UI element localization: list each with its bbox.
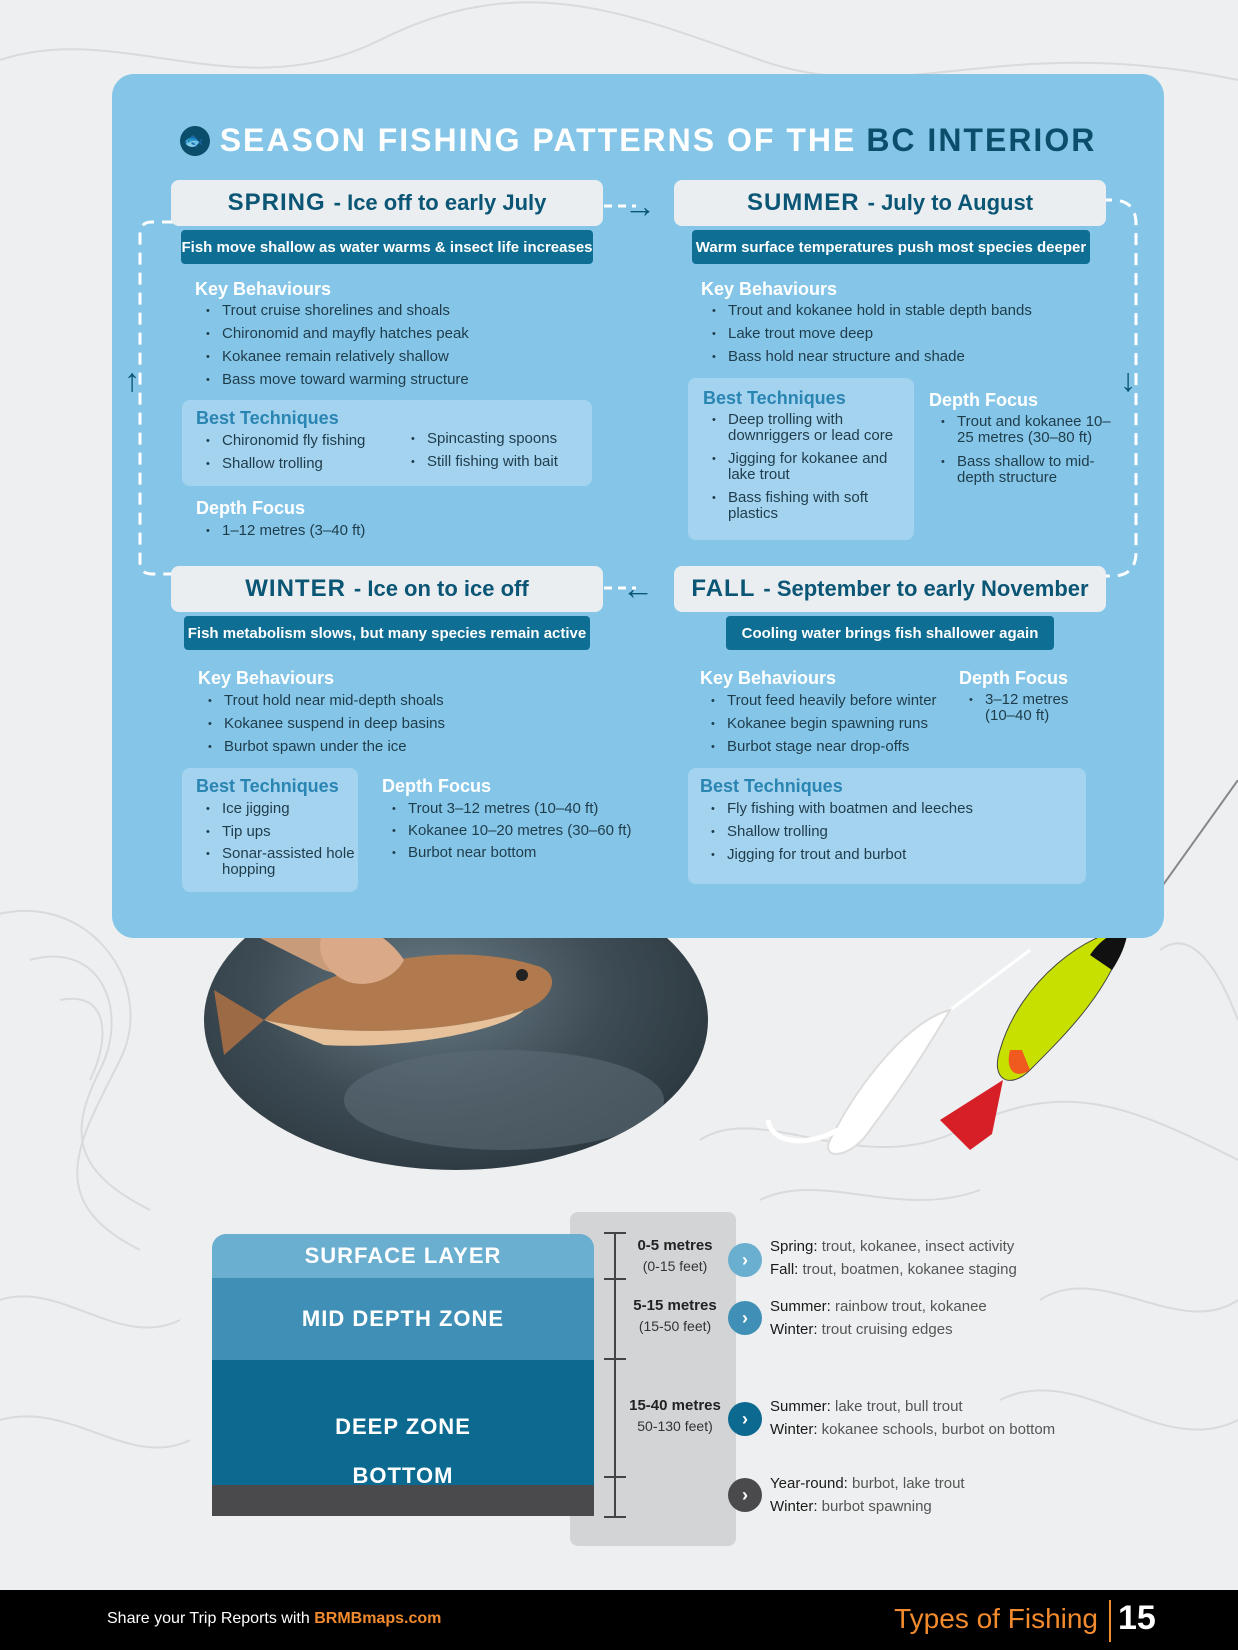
spring-range: - Ice off to early July	[333, 190, 547, 215]
fall-techniques-title: Best Techniques	[700, 776, 843, 796]
fall-tagline: Cooling water brings fish shallower again	[726, 616, 1054, 650]
species-bottom	[770, 1472, 965, 1518]
species-line: Winter: trout cruising edges	[770, 1321, 953, 1338]
depth-feet: (0-15 feet)	[642, 1258, 708, 1274]
winter-tagline: Fish metabolism slows, but many species remain active	[184, 616, 590, 650]
fall-depth-title: Depth Focus	[959, 668, 1069, 688]
winter-techniques-title: Best Techniques	[196, 776, 339, 796]
species-mid	[770, 1295, 987, 1341]
list-item: • Shallow trolling	[711, 823, 1081, 841]
fall-techniques	[711, 800, 1081, 869]
list-item: • Kokanee begin spawning runs	[711, 715, 961, 733]
list-item: • Bass move toward warming structure	[206, 371, 586, 389]
summer-depth	[941, 414, 1111, 491]
summer-techniques-title: Best Techniques	[703, 388, 846, 408]
summer-header	[674, 180, 1106, 226]
spring-header	[171, 180, 603, 226]
summer-techniques	[712, 412, 908, 527]
species-deep	[770, 1395, 1055, 1441]
list-item: • Ice jigging	[206, 800, 356, 818]
fall-behaviours-title: Key Behaviours	[700, 668, 837, 688]
summer-name: SUMMER	[746, 189, 860, 216]
list-item: • Chironomid and mayfly hatches peak	[206, 325, 586, 343]
species-line: Year-round: burbot, lake trout	[770, 1475, 965, 1492]
species-line: Winter: burbot spawning	[770, 1498, 932, 1515]
footer-text: Share your Trip Reports with	[107, 1610, 315, 1627]
arrow-right-icon: →	[624, 188, 656, 224]
depth-label-deep	[622, 1396, 728, 1436]
depth-feet: 50-130 feet)	[637, 1418, 713, 1434]
list-item: • Trout feed heavily before winter	[711, 692, 961, 710]
arrow-down-icon: ↓	[1120, 362, 1136, 398]
surface-layer: SURFACE LAYER	[212, 1234, 594, 1278]
depth-metres: 5-15 metres	[633, 1297, 717, 1314]
spring-behaviours	[206, 302, 586, 394]
list-item: • Kokanee 10–20 metres (30–60 ft)	[392, 823, 632, 839]
page-footer	[0, 1590, 1238, 1650]
page-number: 15	[1118, 1599, 1156, 1637]
list-item: • Bass hold near structure and shade	[712, 348, 1112, 366]
summer-range: - July to August	[867, 190, 1034, 215]
spring-depth	[206, 522, 506, 545]
list-item: • Deep trolling with downriggers or lead core	[712, 412, 908, 444]
list-item: • Burbot stage near drop-offs	[711, 738, 961, 756]
list-item: • 1–12 metres (3–40 ft)	[206, 522, 506, 540]
season-panel	[112, 74, 1164, 938]
list-item: • Still fishing with bait	[411, 453, 591, 471]
list-item: • Kokanee remain relatively shallow	[206, 348, 586, 366]
spring-techniques-col1	[206, 432, 406, 478]
scale-tick	[604, 1516, 626, 1518]
list-item: • 3–12 metres (10–40 ft)	[969, 692, 1099, 724]
list-item: • Jigging for kokanee and lake trout	[712, 451, 908, 483]
scale-tick	[604, 1232, 626, 1234]
footer-divider	[1109, 1600, 1111, 1642]
summer-behaviours	[712, 302, 1112, 371]
footer-section-title: Types of Fishing	[894, 1603, 1098, 1634]
footer-share	[107, 1610, 441, 1628]
depth-label-surface	[622, 1236, 728, 1276]
list-item: • Burbot spawn under the ice	[208, 738, 588, 756]
list-item: • Bass shallow to mid-depth structure	[941, 454, 1111, 486]
chevron-right-icon: ›	[728, 1301, 762, 1335]
list-item: • Kokanee suspend in deep basins	[208, 715, 588, 733]
depth-metres: 0-5 metres	[637, 1237, 713, 1254]
list-item: • Spincasting spoons	[411, 430, 591, 448]
winter-range: - Ice on to ice off	[353, 576, 529, 601]
fall-name: FALL	[691, 575, 756, 602]
arrow-left-icon: ←	[622, 570, 654, 606]
winter-depth-title: Depth Focus	[382, 776, 492, 796]
species-line: Spring: trout, kokanee, insect activity	[770, 1238, 1015, 1255]
chevron-right-icon: ›	[728, 1402, 762, 1436]
depth-metres: 15-40 metres	[629, 1397, 721, 1414]
fish-icon: 🐟	[180, 126, 210, 156]
scale-tick	[604, 1476, 626, 1478]
fall-depth	[969, 692, 1099, 729]
spring-techniques-title: Best Techniques	[196, 408, 339, 428]
species-line: Fall: trout, boatmen, kokanee staging	[770, 1261, 1017, 1278]
spring-name: SPRING	[227, 189, 326, 216]
winter-behaviours	[208, 692, 588, 761]
list-item: • Jigging for trout and burbot	[711, 846, 1081, 864]
winter-behaviours-title: Key Behaviours	[198, 668, 335, 688]
species-line: Winter: kokanee schools, burbot on bottom	[770, 1421, 1056, 1438]
mid-depth-zone: MID DEPTH ZONE	[212, 1278, 594, 1360]
summer-depth-title: Depth Focus	[929, 390, 1039, 410]
list-item: • Trout 3–12 metres (10–40 ft)	[392, 800, 632, 818]
list-item: • Lake trout move deep	[712, 325, 1112, 343]
list-item: • Trout hold near mid-depth shoals	[208, 692, 588, 710]
spring-techniques-col2	[411, 430, 591, 476]
list-item: • Burbot near bottom	[392, 844, 632, 862]
title-highlight: BC INTERIOR	[866, 122, 1097, 158]
chevron-right-icon: ›	[728, 1478, 762, 1512]
deep-zone: DEEP ZONE	[212, 1360, 594, 1476]
list-item: • Sonar-assisted hole hopping	[206, 846, 356, 878]
bottom-label: BOTTOM	[352, 1463, 454, 1488]
footer-site-link[interactable]: BRMBmaps.com	[314, 1610, 442, 1627]
depth-feet: (15-50 feet)	[638, 1318, 712, 1334]
title-prefix: SEASON FISHING PATTERNS OF THE	[219, 122, 857, 158]
species-surface	[770, 1235, 1017, 1281]
spring-depth-title: Depth Focus	[196, 498, 306, 518]
fall-behaviours	[711, 692, 961, 761]
fall-header	[674, 566, 1106, 612]
arrow-up-icon: ↑	[124, 362, 140, 398]
winter-techniques	[206, 800, 356, 883]
list-item: • Shallow trolling	[206, 455, 406, 473]
list-item: • Trout and kokanee 10–25 metres (30–80 ft)	[941, 414, 1111, 446]
list-item: • Tip ups	[206, 823, 356, 841]
scale-tick	[604, 1278, 626, 1280]
summer-tagline: Warm surface temperatures push most species deeper	[692, 230, 1090, 264]
species-line: Summer: lake trout, bull trout	[770, 1398, 963, 1415]
winter-name: WINTER	[245, 575, 346, 602]
winter-depth	[392, 800, 632, 867]
spring-behaviours-title: Key Behaviours	[195, 279, 332, 299]
species-line: Summer: rainbow trout, kokanee	[770, 1298, 987, 1315]
list-item: • Fly fishing with boatmen and leeches	[711, 800, 1081, 818]
spring-tagline: Fish move shallow as water warms & insect life increases	[181, 230, 593, 264]
list-item: • Trout and kokanee hold in stable depth bands	[712, 302, 1112, 320]
summer-behaviours-title: Key Behaviours	[701, 279, 838, 299]
list-item: • Bass fishing with soft plastics	[712, 490, 908, 522]
depth-label-mid	[622, 1296, 728, 1336]
fall-range: - September to early November	[763, 576, 1089, 601]
chevron-right-icon: ›	[728, 1243, 762, 1277]
list-item: • Trout cruise shorelines and shoals	[206, 302, 586, 320]
winter-header	[171, 566, 603, 612]
scale-tick	[604, 1358, 626, 1360]
list-item: • Chironomid fly fishing	[206, 432, 406, 450]
